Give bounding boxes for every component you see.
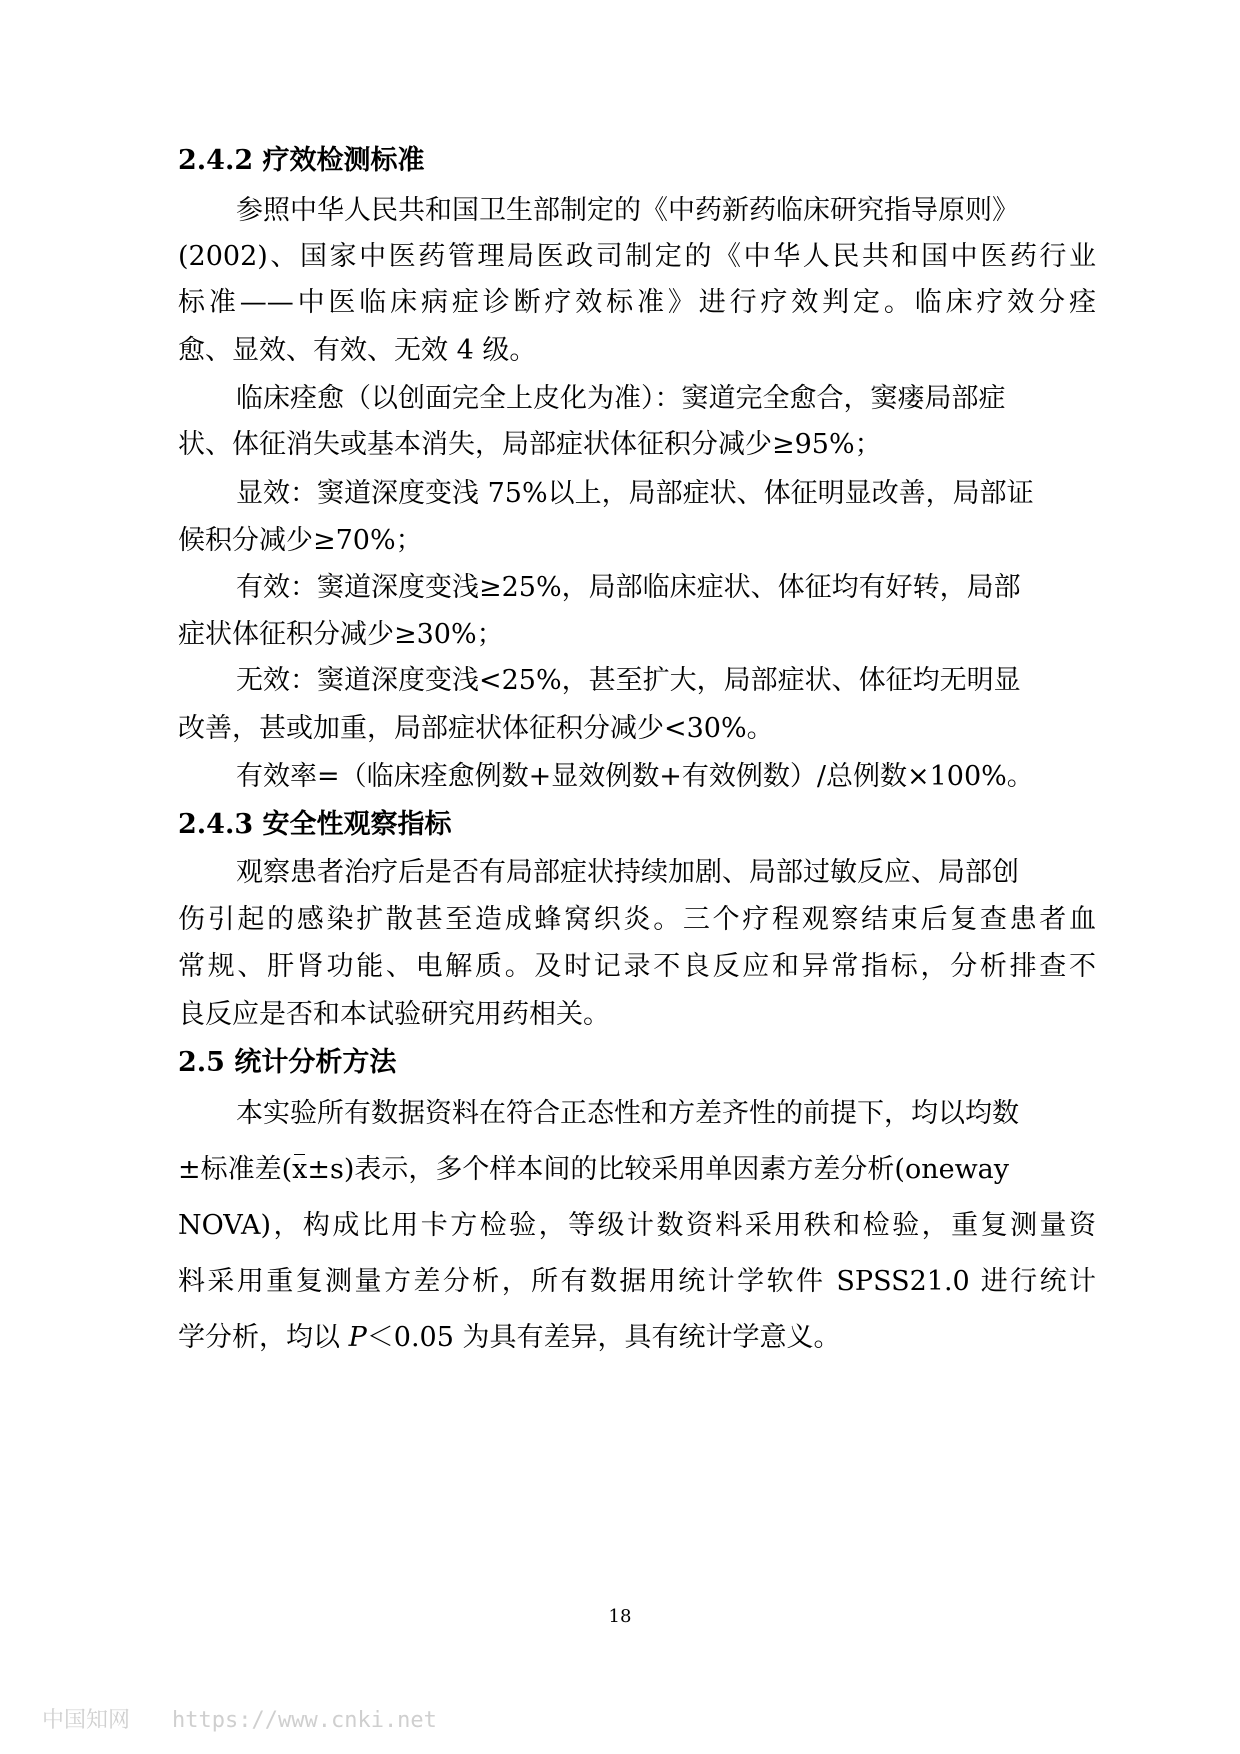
text-run: ＜0.05 为具有差异，具有统计学意义。 xyxy=(366,1322,841,1353)
cnki-logo-text: 中国知网 xyxy=(42,1708,131,1733)
paragraph-line: 伤引起的感染扩散甚至造成蜂窝织炎。三个疗程观察结束后复查患者血 xyxy=(178,904,1096,935)
paragraph-line: 显效：窦道深度变浅 75%以上，局部症状、体征明显改善，局部证 xyxy=(236,478,1034,509)
paragraph-line: 料采用重复测量方差分析，所有数据用统计学软件 SPSS21.0 进行统计 xyxy=(178,1266,1096,1297)
paragraph-line: 本实验所有数据资料在符合正态性和方差齐性的前提下，均以均数 xyxy=(236,1098,1019,1129)
cnki-url: https://www.cnki.net xyxy=(172,1708,437,1733)
section-heading-2-4-2: 2.4.2 疗效检测标准 xyxy=(178,145,425,176)
paragraph-line: 状、体征消失或基本消失，局部症状体征积分减少≥95%； xyxy=(178,429,882,460)
paragraph-line: 无效：窦道深度变浅<25%，甚至扩大，局部症状、体征均无明显 xyxy=(236,665,1021,696)
page-number: 18 xyxy=(608,1606,632,1627)
text-run: ±s)表示，多个样本间的比较采用单因素方差分析(oneway xyxy=(307,1154,1010,1185)
paragraph-line: 良反应是否和本试验研究用药相关。 xyxy=(178,999,610,1030)
paragraph-line: 候积分减少≥70%； xyxy=(178,525,423,556)
paragraph-line: 参照中华人民共和国卫生部制定的《中药新药临床研究指导原则》 xyxy=(236,195,1019,226)
x-bar-symbol: x xyxy=(292,1154,308,1185)
paragraph-line xyxy=(178,1321,840,1355)
p-value-symbol: P xyxy=(348,1322,367,1353)
paragraph-line: (2002)、国家中医药管理局医政司制定的《中华人民共和国中医药行业 xyxy=(178,241,1096,272)
paragraph-line: 临床痊愈（以创面完全上皮化为准）：窦道完全愈合，窦瘘局部症 xyxy=(236,383,1006,414)
paragraph-line: 改善，甚或加重，局部症状体征积分减少<30%。 xyxy=(178,713,774,744)
paragraph-line xyxy=(178,1153,1009,1187)
section-heading-2-4-3: 2.4.3 安全性观察指标 xyxy=(178,809,452,840)
paragraph-line: 观察患者治疗后是否有局部症状持续加剧、局部过敏反应、局部创 xyxy=(236,857,1019,888)
paragraph-line: 愈、显效、有效、无效 4 级。 xyxy=(178,335,537,366)
paragraph-line: 标准——中医临床病症诊断疗效标准》进行疗效判定。临床疗效分痊 xyxy=(178,287,1096,318)
section-heading-2-5: 2.5 统计分析方法 xyxy=(178,1047,397,1078)
text-run: 学分析，均以 xyxy=(178,1322,349,1353)
cnki-watermark xyxy=(42,1708,437,1734)
paragraph-line: 常规、肝肾功能、电解质。及时记录不良反应和异常指标，分析排查不 xyxy=(178,951,1096,982)
paragraph-line: 有效：窦道深度变浅≥25%，局部临床症状、体征均有好转，局部 xyxy=(236,572,1021,603)
paragraph-line: 有效率=（临床痊愈例数+显效例数+有效例数）/总例数×100%。 xyxy=(236,761,1034,792)
paragraph-line: NOVA)，构成比用卡方检验，等级计数资料采用秩和检验，重复测量资 xyxy=(178,1210,1096,1241)
text-run: ±标准差( xyxy=(178,1154,293,1185)
paragraph-line: 症状体征积分减少≥30%； xyxy=(178,619,504,650)
